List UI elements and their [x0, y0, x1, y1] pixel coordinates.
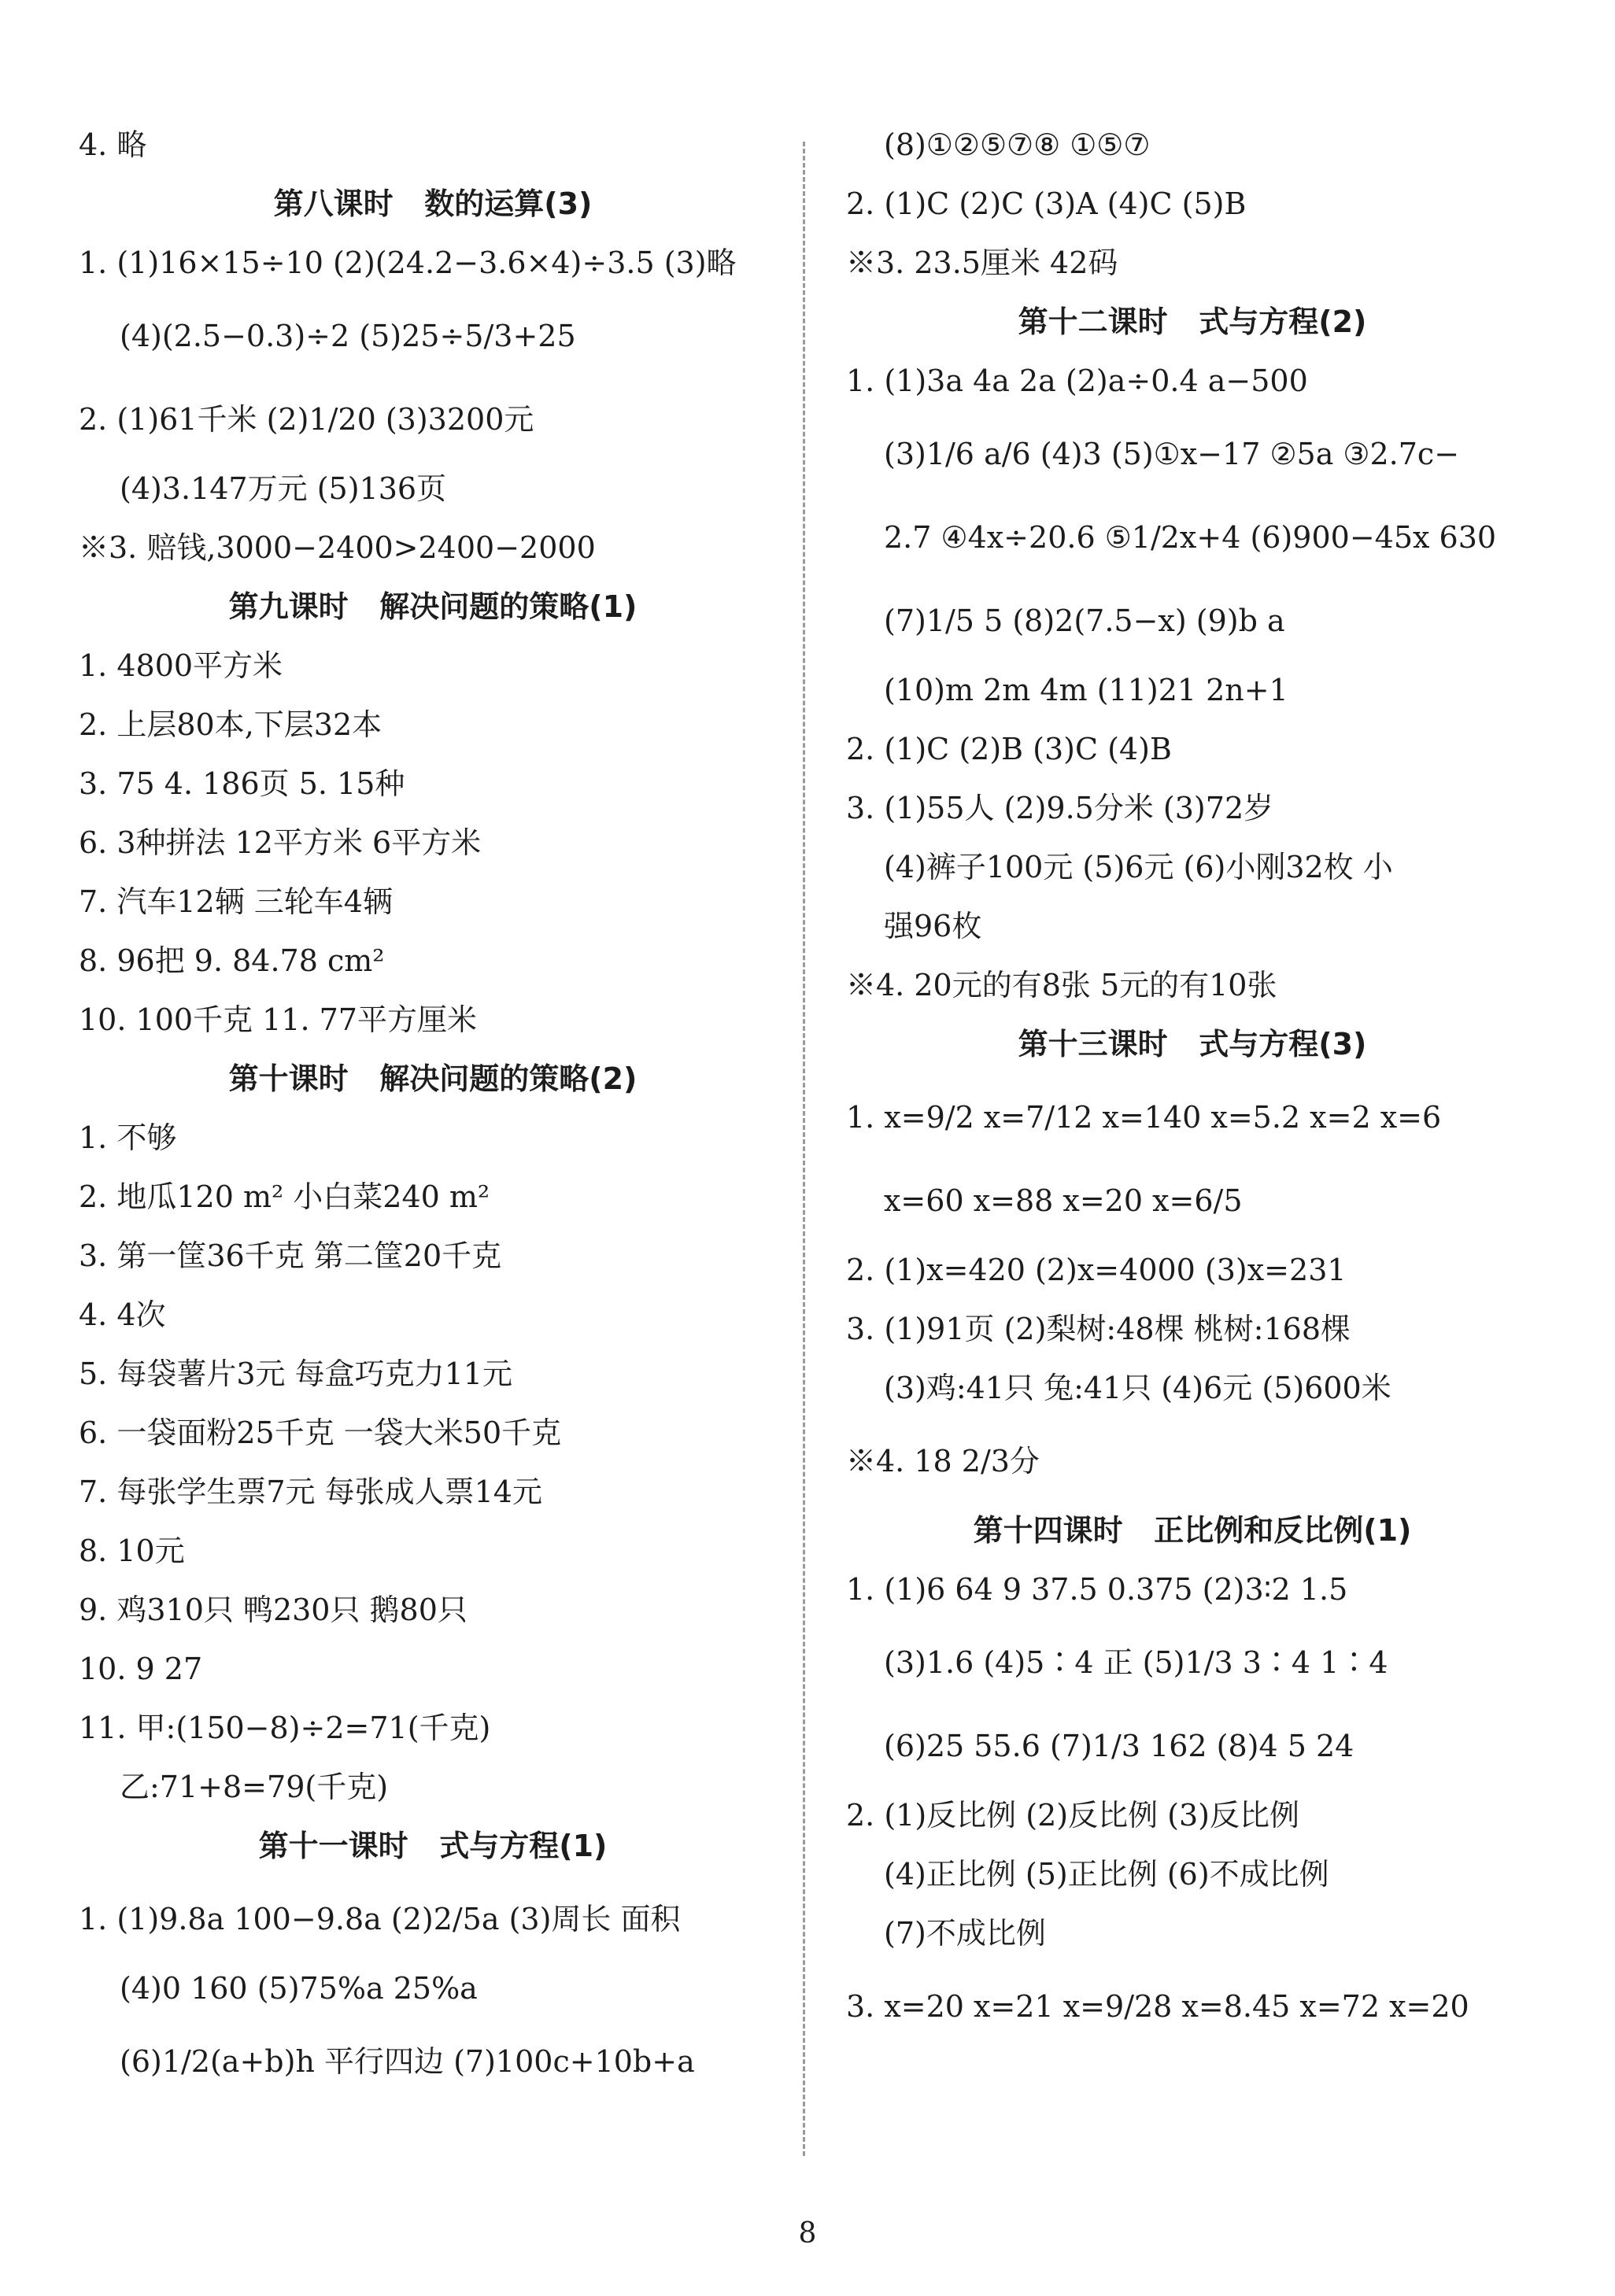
answer-line: (4)(2.5−0.3)÷2 (5)25÷5/3+25 — [120, 319, 576, 353]
answer-line: 1. (1)6 64 9 37.5 0.375 (2)3∶2 1.5 — [846, 1572, 1348, 1607]
answer-line: 1. (1)9.8a 100−9.8a (2)2/5a (3)周长 面积 — [79, 1902, 681, 1936]
answer-line: (4)0 160 (5)75%a 25%a — [120, 1971, 478, 2006]
answer-line: 5. 每袋薯片3元 每盒巧克力11元 — [79, 1357, 512, 1391]
answer-line: (4)裤子100元 (5)6元 (6)小刚32枚 小 — [884, 850, 1393, 884]
answer-line: 7. 汽车12辆 三轮车4辆 — [79, 884, 393, 919]
answer-line: 3. 75 4. 186页 5. 15种 — [79, 766, 405, 801]
answer-line: x=60 x=88 x=20 x=6/5 — [884, 1183, 1243, 1218]
answer-line: 4. 4次 — [79, 1297, 166, 1332]
answer-line: 7. 每张学生票7元 每张成人票14元 — [79, 1475, 542, 1509]
answer-line: (4)正比例 (5)正比例 (6)不成比例 — [884, 1857, 1329, 1892]
section-heading: 第十一课时 式与方程(1) — [258, 1829, 608, 1863]
answer-line: 3. 第一筐36千克 第二筐20千克 — [79, 1238, 502, 1273]
section-heading: 第八课时 数的运算(3) — [273, 186, 593, 221]
section-heading: 第十二课时 式与方程(2) — [1018, 305, 1367, 339]
answer-line: ※3. 23.5厘米 42码 — [846, 245, 1118, 280]
answer-line: ※4. 20元的有8张 5元的有10张 — [846, 968, 1277, 1002]
answer-line: 2. 上层80本,下层32本 — [79, 707, 382, 742]
answer-line: 6. 3种拼法 12平方米 6平方米 — [79, 825, 482, 860]
answer-line: (7)不成比例 — [884, 1916, 1046, 1951]
answer-line: 2. (1)反比例 (2)反比例 (3)反比例 — [846, 1798, 1299, 1833]
answer-line: 2. 地瓜120 m² 小白菜240 m² — [79, 1179, 490, 1214]
answer-line: 10. 9 27 — [79, 1652, 203, 1686]
answer-line: (6)25 55.6 (7)1/3 162 (8)4 5 24 — [884, 1729, 1354, 1763]
answer-line: (8)①②⑤⑦⑧ ①⑤⑦ — [884, 127, 1151, 162]
answer-line: 2.7 ④4x÷20.6 ⑤1/2x+4 (6)900−45x 630 — [884, 520, 1497, 555]
answer-line: 8. 10元 — [79, 1534, 185, 1568]
answer-line: 10. 100千克 11. 77平方厘米 — [79, 1002, 477, 1037]
right-column — [846, 126, 1539, 2057]
answer-line: 2. (1)x=420 (2)x=4000 (3)x=231 — [846, 1253, 1347, 1287]
answer-line: 1. (1)3a 4a 2a (2)a÷0.4 a−500 — [846, 364, 1308, 398]
answer-line: (6)1/2(a+b)h 平行四边 (7)100c+10b+a — [120, 2044, 695, 2079]
answer-line: 11. 甲:(150−8)÷2=71(千克) — [79, 1711, 491, 1745]
answer-line: 4. 略 — [79, 127, 147, 162]
answer-line: 8. 96把 9. 84.78 cm² — [79, 943, 385, 978]
answer-line: 3. (1)91页 (2)梨树:48棵 桃树:168棵 — [846, 1312, 1351, 1346]
answer-line: (10)m 2m 4m (11)21 2n+1 — [884, 673, 1288, 707]
answer-line: 1. x=9/2 x=7/12 x=140 x=5.2 x=2 x=6 — [846, 1100, 1442, 1135]
answer-line: (4)3.147万元 (5)136页 — [120, 471, 447, 506]
answer-line: 1. 不够 — [79, 1120, 177, 1155]
answer-line: (7)1/5 5 (8)2(7.5−x) (9)b a — [884, 604, 1285, 638]
answer-line: 1. 4800平方米 — [79, 648, 283, 683]
answer-line: 乙:71+8=79(千克) — [120, 1770, 389, 1804]
answer-line: (3)1/6 a/6 (4)3 (5)①x−17 ②5a ③2.7c− — [884, 437, 1460, 471]
answer-line: 6. 一袋面粉25千克 一袋大米50千克 — [79, 1416, 562, 1450]
column-divider — [803, 142, 805, 2156]
answer-line: 9. 鸡310只 鸭230只 鹅80只 — [79, 1593, 468, 1627]
section-heading: 第十课时 解决问题的策略(2) — [228, 1061, 638, 1096]
section-heading: 第十三课时 式与方程(3) — [1018, 1027, 1367, 1061]
answer-line: 1. (1)16×15÷10 (2)(24.2−3.6×4)÷3.5 (3)略 — [79, 245, 737, 280]
answer-line: ※4. 18 2/3分 — [846, 1444, 1040, 1478]
answer-line: 3. (1)55人 (2)9.5分米 (3)72岁 — [846, 791, 1274, 825]
section-heading: 第十四课时 正比例和反比例(1) — [973, 1513, 1412, 1548]
answer-line: 2. (1)C (2)B (3)C (4)B — [846, 732, 1172, 766]
answer-line: 3. x=20 x=21 x=9/28 x=8.45 x=72 x=20 — [846, 1989, 1469, 2024]
answer-line: 2. (1)61千米 (2)1/20 (3)3200元 — [79, 402, 534, 437]
answer-line: ※3. 赔钱,3000−2400>2400−2000 — [79, 530, 596, 565]
section-heading: 第九课时 解决问题的策略(1) — [228, 589, 638, 624]
answer-line: (3)鸡:41只 兔:41只 (4)6元 (5)600米 — [884, 1371, 1391, 1405]
left-column — [79, 126, 787, 2112]
answer-line: 2. (1)C (2)C (3)A (4)C (5)B — [846, 186, 1247, 221]
page-number: 8 — [798, 2217, 817, 2250]
answer-line: 强96枚 — [884, 909, 982, 943]
answer-line: (3)1.6 (4)5∶4 正 (5)1/3 3∶4 1∶4 — [884, 1645, 1388, 1680]
